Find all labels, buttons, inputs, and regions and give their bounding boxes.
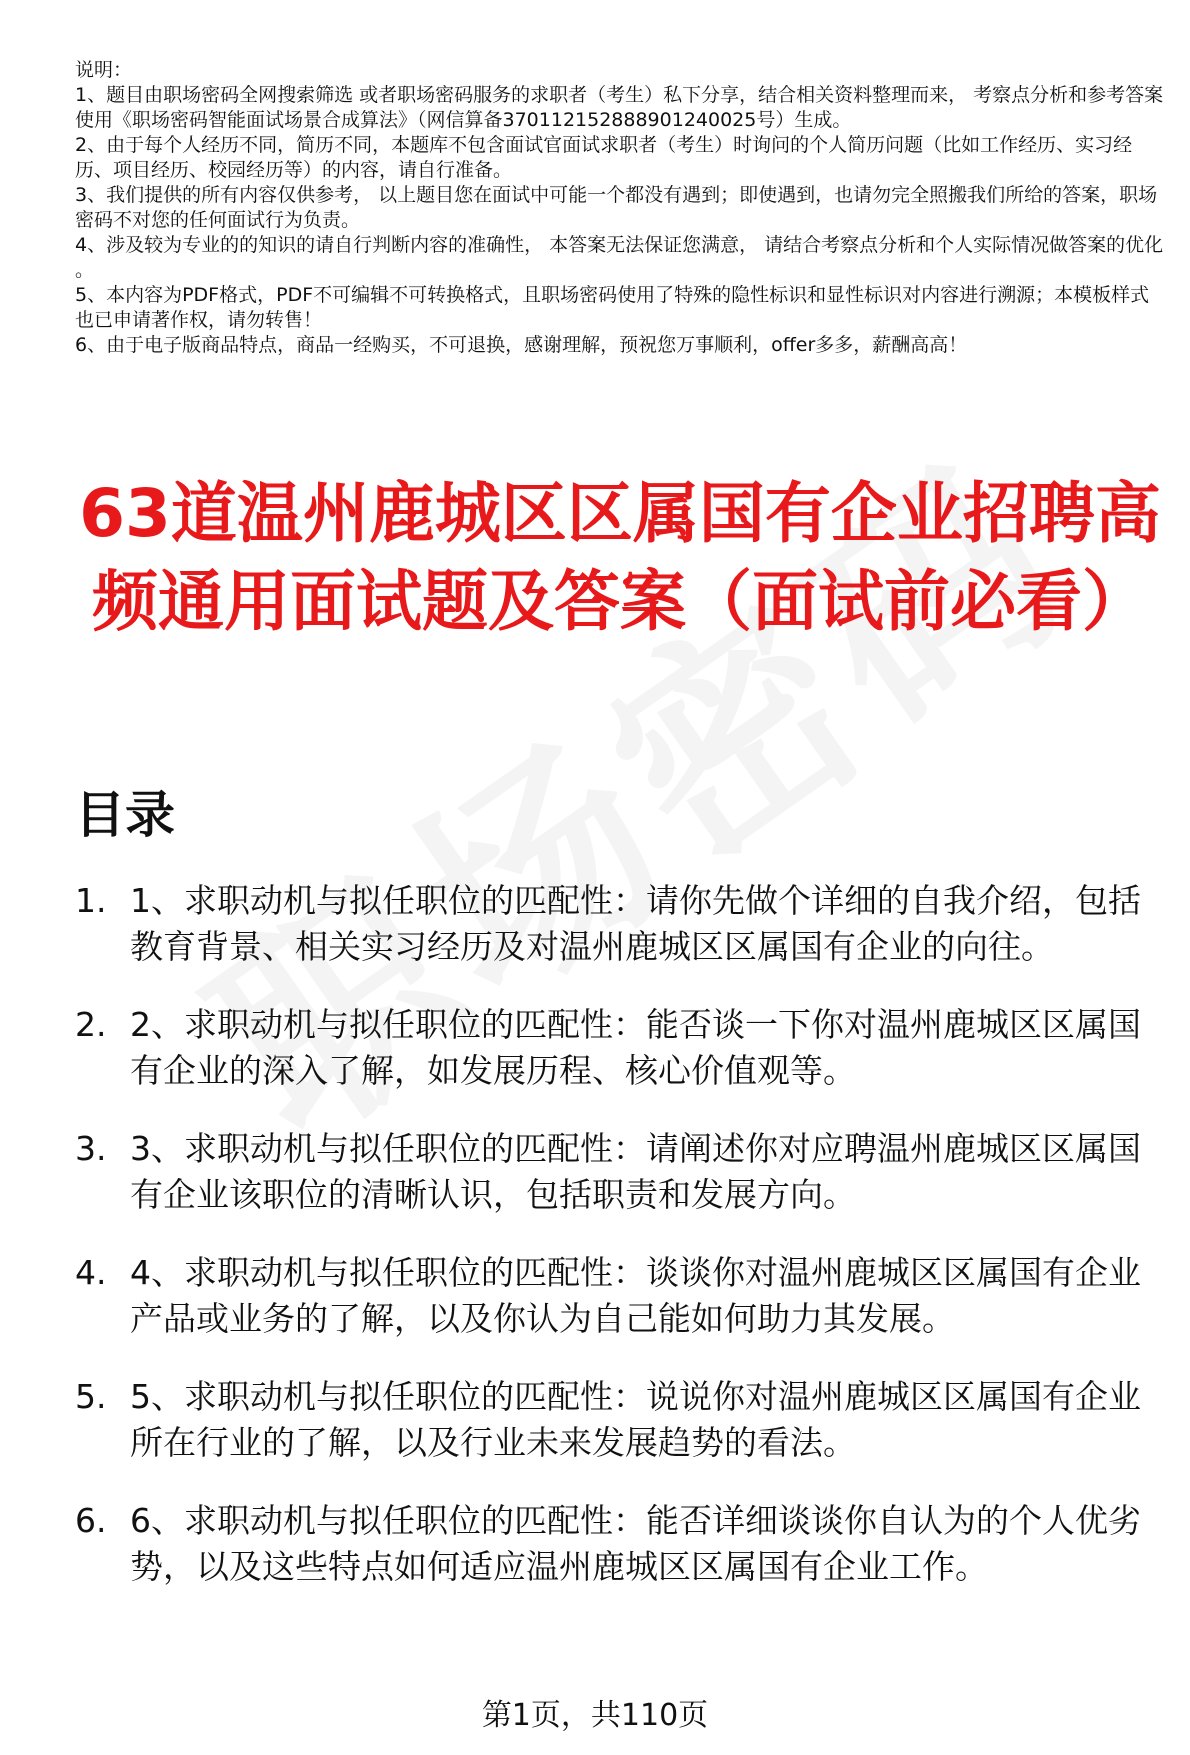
toc-item-text: 3、求职动机与拟任职位的匹配性：请阐述你对应聘温州鹿城区区属国有企业该职位的清晰认识，包括职责和发展方向。: [130, 1129, 1141, 1214]
table-of-contents: [75, 878, 1170, 1622]
toc-item-text: 2、求职动机与拟任职位的匹配性：能否谈一下你对温州鹿城区区属国有企业的深入了解，如发展历程、核心价值观等。: [130, 1005, 1141, 1090]
document-title: 63道温州鹿城区区属国有企业招聘高频通用面试题及答案（面试前必看）: [79, 475, 1161, 640]
toc-item-number: 5.: [75, 1377, 107, 1416]
toc-item-text: 4、求职动机与拟任职位的匹配性：谈谈你对温州鹿城区区属国有企业产品或业务的了解，以及你认为自己能如何助力其发展。: [130, 1253, 1141, 1338]
note-item: 2、由于每个人经历不同，简历不同，本题库不包含面试官面试求职者（考生）时询问的个人简历问题（比如工作经历、实习经历、项目经历、校园经历等）的内容，请自行准备。: [75, 134, 1133, 181]
toc-item-text: 5、求职动机与拟任职位的匹配性：说说你对温州鹿城区区属国有企业所在行业的了解，以及行业未来发展趋势的看法。: [130, 1377, 1141, 1462]
toc-heading: 目录: [75, 786, 175, 844]
note-item: 1、题目由职场密码全网搜索筛选 或者职场密码服务的求职者（考生）私下分享，结合相关资料整理而来， 考察点分析和参考答案使用《职场密码智能面试场景合成算法》（网信算备370112152888901240025号）生成。: [75, 84, 1164, 131]
note-item: 4、涉及较为专业的的知识的请自行判断内容的准确性， 本答案无法保证您满意， 请结合考察点分析和个人实际情况做答案的优化 。: [75, 234, 1164, 281]
toc-item-text: 6、求职动机与拟任职位的匹配性：能否详细谈谈你自认为的个人优劣势，以及这些特点如何适应温州鹿城区区属国有企业工作。: [130, 1501, 1141, 1586]
note-item: 3、我们提供的所有内容仅供参考， 以上题目您在面试中可能一个都没有遇到；即使遇到，也请勿完全照搬我们所给的答案，职场密码不对您的任何面试行为负责。: [75, 184, 1158, 231]
toc-item-number: 3.: [75, 1129, 107, 1168]
toc-item-text: 1、求职动机与拟任职位的匹配性：请你先做个详细的自我介绍，包括教育背景、相关实习经历及对温州鹿城区区属国有企业的向往。: [130, 881, 1141, 966]
toc-item[interactable]: [75, 1126, 1170, 1218]
toc-item-number: 4.: [75, 1253, 107, 1292]
page-number-footer: 第1页，共110页: [481, 1698, 709, 1733]
disclaimer-notes: [75, 58, 1165, 358]
notes-heading: 说明：: [75, 59, 133, 81]
toc-item[interactable]: [75, 1250, 1170, 1342]
toc-item-number: 2.: [75, 1005, 107, 1044]
toc-item[interactable]: [75, 1002, 1170, 1094]
note-item: 5、本内容为PDF格式，PDF不可编辑不可转换格式，且职场密码使用了特殊的隐性标识和显性标识对内容进行溯源；本模板样式也已申请著作权，请勿转售！: [75, 284, 1150, 331]
toc-item-number: 6.: [75, 1501, 107, 1540]
toc-item[interactable]: [75, 1374, 1170, 1466]
toc-item-number: 1.: [75, 881, 107, 920]
note-item: 6、由于电子版商品特点，商品一经购买，不可退换，感谢理解，预祝您万事顺利，offer多多，薪酬高高！: [75, 334, 968, 356]
toc-item[interactable]: [75, 878, 1170, 970]
toc-item[interactable]: [75, 1498, 1170, 1590]
